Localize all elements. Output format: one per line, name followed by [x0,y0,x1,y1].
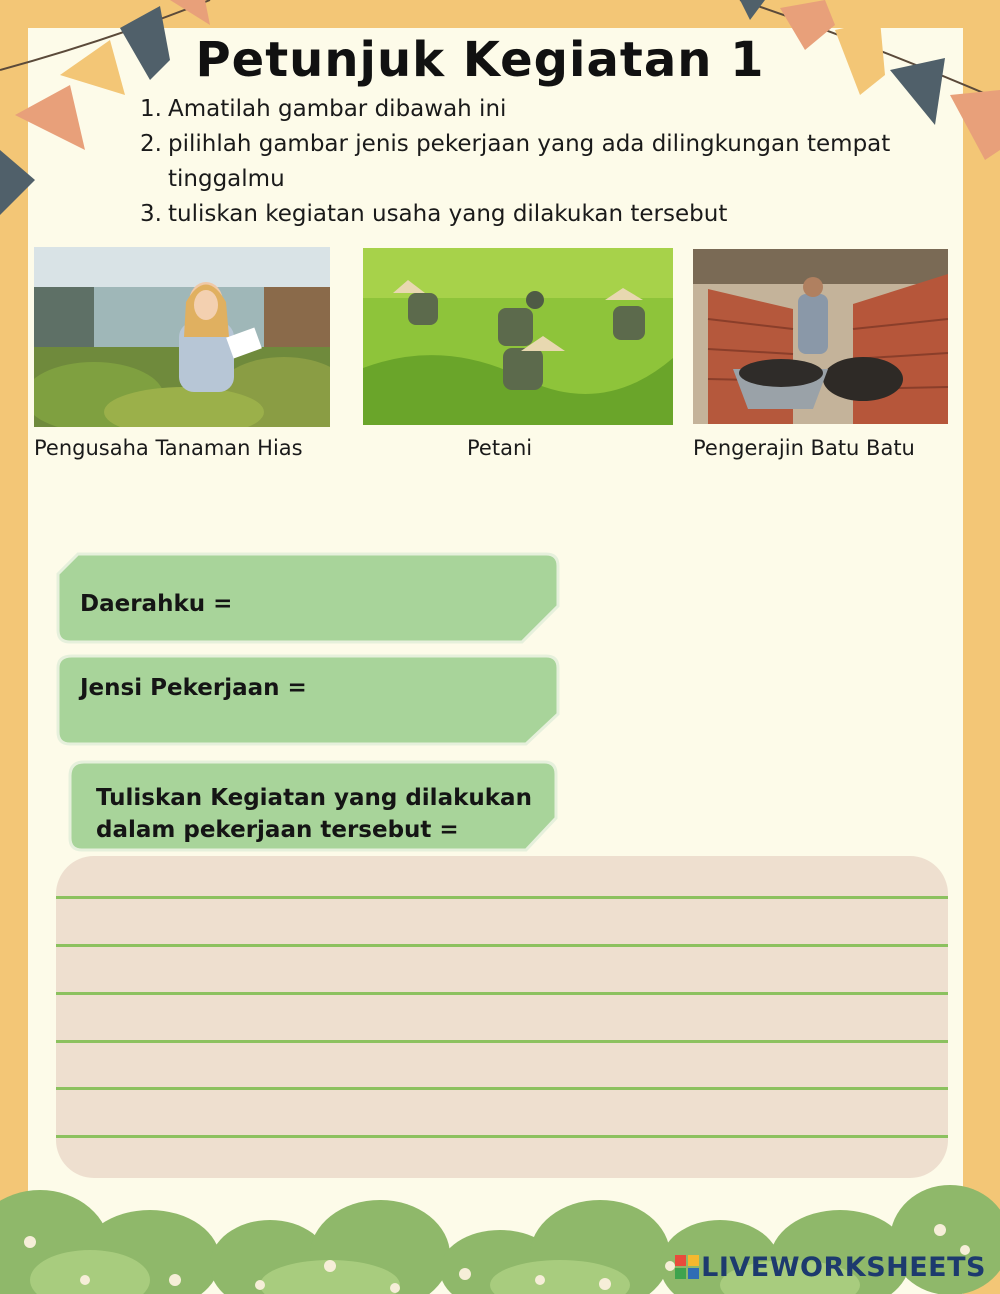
region-field[interactable] [56,552,560,644]
job-label: Jensi Pekerjaan = [80,675,307,701]
instruction-2: 2. pilihlah gambar jenis pekerjaan yang ada dilingkungan tempat [140,131,891,157]
rule-line [56,1087,948,1090]
activity-label-line1: Tuliskan Kegiatan yang dilakukan [96,785,532,811]
instruction-3: 3. tuliskan kegiatan usaha yang dilakukan tersebut [140,201,728,227]
rule-line [56,992,948,995]
page-title: Petunjuk Kegiatan 1 [195,32,765,88]
activity-label-line2: dalam pekerjaan tersebut = [96,817,459,843]
rice-field-photo [363,248,673,425]
rule-line [56,1040,948,1043]
rule-line [56,1135,948,1138]
instruction-2-continued: tinggalmu [168,166,285,192]
liveworksheets-logo-icon [675,1255,699,1279]
region-label: Daerahku = [80,591,233,617]
greenhouse-photo [34,247,330,427]
brick-maker-photo [693,249,948,424]
rule-line [56,896,948,899]
activity-field [66,760,560,852]
job-field[interactable] [56,654,560,746]
activity-answer-area[interactable] [56,856,948,1178]
brand-text: LIVEWORKSHEETS [701,1252,986,1283]
caption-farmer: Petani [467,436,533,460]
rule-line [56,944,948,947]
caption-greenhouse: Pengusaha Tanaman Hias [34,436,303,460]
liveworksheets-logo [675,1252,986,1283]
instruction-1: 1. Amatilah gambar dibawah ini [140,96,507,122]
caption-brick-maker: Pengerajin Batu Batu [693,436,915,460]
